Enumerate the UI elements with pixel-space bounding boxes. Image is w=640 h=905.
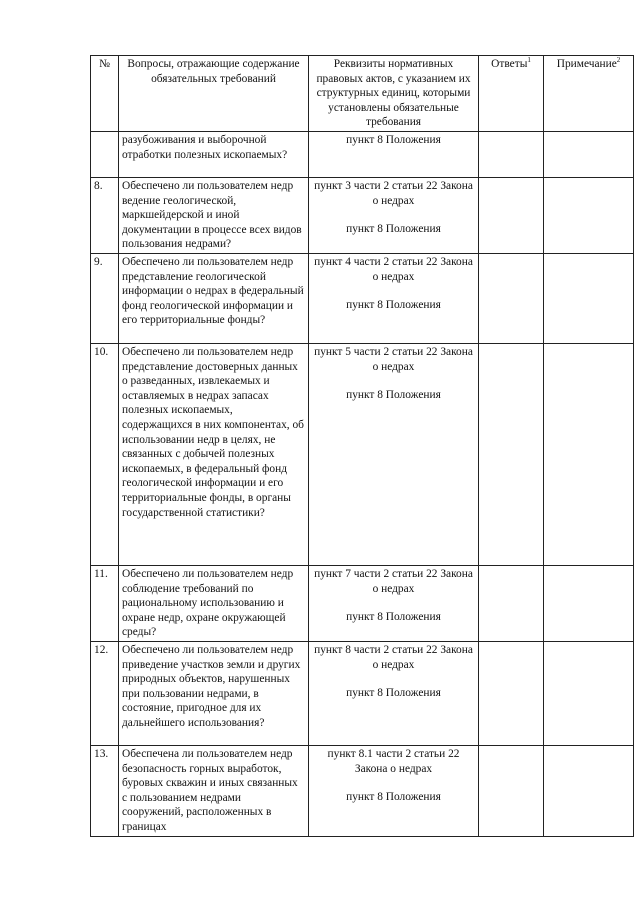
reference-primary: пункт 8 части 2 статьи 22 Закона о недрах [314, 643, 473, 671]
question-cell: разубоживания и выборочной отработки полезных ископаемых? [119, 132, 309, 178]
reference-cell [309, 132, 479, 178]
reference-secondary: пункт 8 Положения [346, 389, 441, 402]
header-row [91, 56, 634, 132]
note-cell[interactable] [544, 343, 634, 565]
header-questions: Вопросы, отражающие содержание обязательных требований [119, 56, 309, 132]
header-answers-label: Ответы [491, 58, 528, 70]
answer-cell[interactable] [479, 565, 544, 641]
reference-cell [309, 565, 479, 641]
reference-secondary: пункт 8 Положения [346, 687, 441, 700]
header-answers [479, 56, 544, 132]
row-number: 13. [91, 745, 119, 836]
question-cell: Обеспечено ли пользователем недр соблюдение требований по рациональному использованию и охране недр, охране окружающей среды? [119, 565, 309, 641]
reference-primary: пункт 5 части 2 статьи 22 Закона о недрах [314, 345, 473, 373]
reference-cell [309, 641, 479, 745]
answer-cell[interactable] [479, 641, 544, 745]
question-cell: Обеспечено ли пользователем недр представление достоверных данных о разведанных, извлекаемых и оставляемых в недрах запасах полезных ископаемых, содержащихся в них компонентах, об использовании недр в целях, не связанных с добычей полезных ископаемых, в федеральный фонд геологической информации и его территориальные фонды, в органы государственной статистики? [119, 343, 309, 565]
row-number: 9. [91, 253, 119, 343]
header-references: Реквизиты нормативных правовых актов, с указанием их структурных единиц, которыми установлены обязательные требования [309, 56, 479, 132]
note-cell[interactable] [544, 178, 634, 254]
answer-cell[interactable] [479, 343, 544, 565]
header-notes [544, 56, 634, 132]
table-row [91, 641, 634, 745]
table-row [91, 745, 634, 836]
table-row [91, 132, 634, 178]
note-cell[interactable] [544, 132, 634, 178]
question-cell: Обеспечено ли пользователем недр приведение участков земли и других природных объектов, нарушенных при пользовании недрами, в состояние, пригодное для их дальнейшего использования? [119, 641, 309, 745]
footnote-marker-2: 2 [616, 56, 621, 65]
question-cell: Обеспечено ли пользователем недр ведение геологической, маркшейдерской и иной документации в процессе всех видов пользования недрами? [119, 178, 309, 254]
table-row [91, 178, 634, 254]
reference-secondary: пункт 8 Положения [346, 223, 441, 236]
note-cell[interactable] [544, 253, 634, 343]
table-row [91, 565, 634, 641]
reference-cell [309, 343, 479, 565]
header-notes-label: Примечание [556, 58, 617, 70]
table-body [91, 132, 634, 837]
reference-cell [309, 253, 479, 343]
reference-cell [309, 745, 479, 836]
note-cell[interactable] [544, 565, 634, 641]
row-number: 10. [91, 343, 119, 565]
reference-primary: пункт 8.1 части 2 статьи 22 Закона о недрах [327, 747, 460, 775]
header-num: № [91, 56, 119, 132]
reference-secondary: пункт 8 Положения [346, 791, 441, 804]
answer-cell[interactable] [479, 253, 544, 343]
reference-primary: пункт 8 Положения [346, 134, 441, 146]
row-number [91, 132, 119, 178]
answer-cell[interactable] [479, 745, 544, 836]
question-cell: Обеспечено ли пользователем недр представление геологической информации о недрах в федеральный фонд геологической информации и его территориальные фонды? [119, 253, 309, 343]
reference-primary: пункт 7 части 2 статьи 22 Закона о недрах [314, 567, 473, 595]
reference-secondary: пункт 8 Положения [346, 299, 441, 312]
reference-primary: пункт 4 части 2 статьи 22 Закона о недрах [314, 255, 473, 283]
note-cell[interactable] [544, 745, 634, 836]
reference-primary: пункт 3 части 2 статьи 22 Закона о недрах [314, 180, 473, 207]
question-cell: Обеспечена ли пользователем недр безопасность горных выработок, буровых скважин и иных связанных с пользованием недрами сооружений, расположенных в границах [119, 745, 309, 836]
reference-cell [309, 178, 479, 254]
table-row [91, 253, 634, 343]
table-row [91, 343, 634, 565]
row-number: 11. [91, 565, 119, 641]
row-number: 8. [91, 178, 119, 254]
requirements-table [90, 55, 634, 837]
answer-cell[interactable] [479, 132, 544, 178]
row-number: 12. [91, 641, 119, 745]
reference-secondary: пункт 8 Положения [346, 611, 441, 624]
answer-cell[interactable] [479, 178, 544, 254]
note-cell[interactable] [544, 641, 634, 745]
footnote-marker-1: 1 [527, 56, 531, 65]
